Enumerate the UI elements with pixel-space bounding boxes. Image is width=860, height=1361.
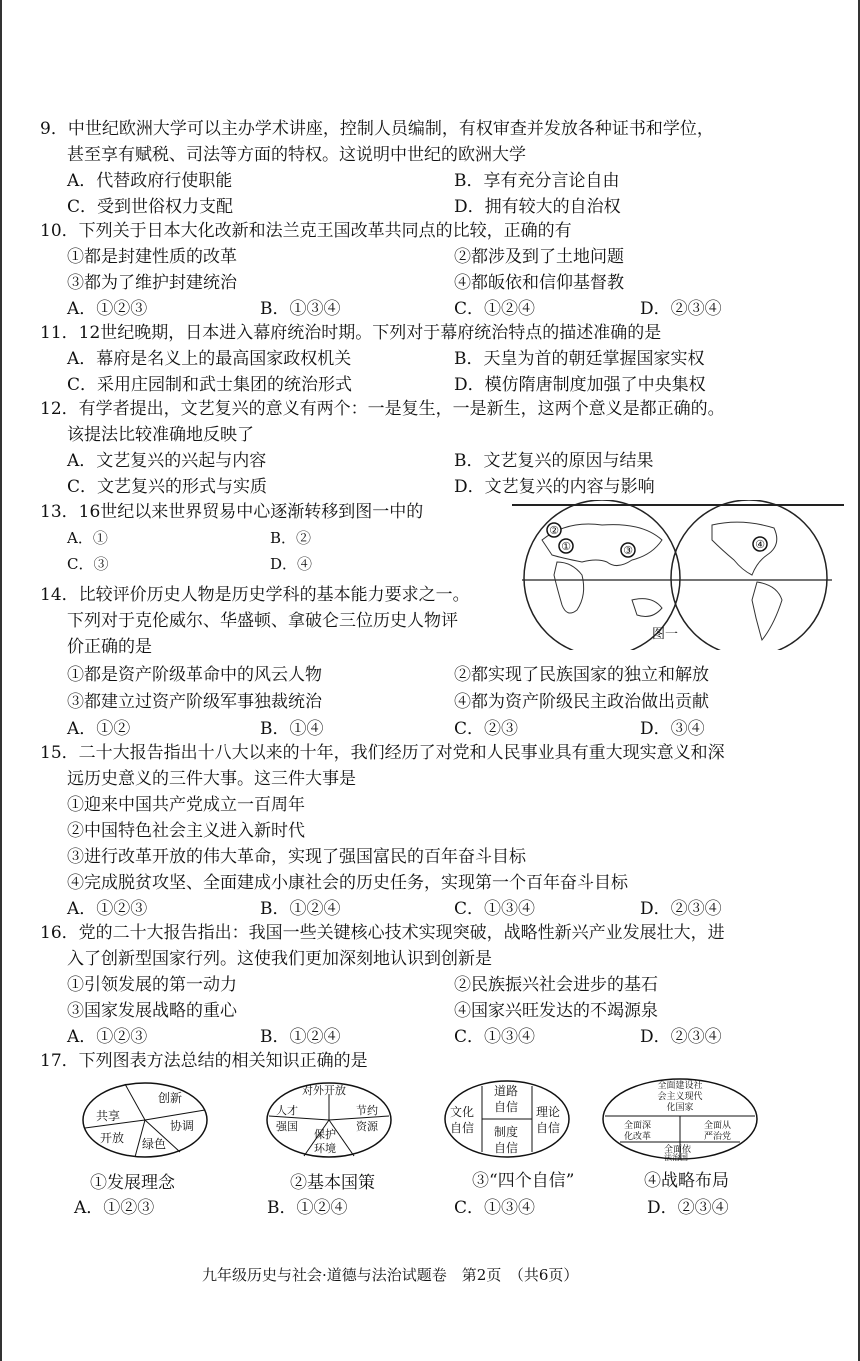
q14-stem-line2: 下列对于克伦威尔、华盛顿、拿破仑三位历史人物评 bbox=[67, 611, 458, 631]
world-map-figure bbox=[512, 500, 844, 650]
map-marker-2: ② bbox=[549, 524, 559, 537]
d2-protect: 保护 bbox=[314, 1128, 336, 1141]
q12-option-a: A．文艺复兴的兴起与内容 bbox=[67, 451, 267, 471]
q13-option-c: C．③ bbox=[67, 555, 109, 573]
q10-option-c: C．①②④ bbox=[454, 299, 536, 319]
d3-culture-confidence: 自信 bbox=[450, 1121, 475, 1135]
q10-option-b: B．①③④ bbox=[260, 299, 341, 319]
q17-option-c: C．①③④ bbox=[454, 1198, 536, 1218]
q17-stem: 17．下列图表方法总结的相关知识正确的是 bbox=[40, 1051, 368, 1071]
q11-option-b: B．天皇为首的朝廷掌握国家实权 bbox=[454, 349, 705, 369]
d2-caption: ②基本国策 bbox=[290, 1173, 375, 1193]
q14-option-b: B．①④ bbox=[260, 719, 324, 739]
d4-modern-socialist-2: 会主义现代 bbox=[657, 1092, 703, 1102]
q14-item-1: ①都是资产阶级革命中的风云人物 bbox=[67, 665, 322, 685]
d2-conserve: 节约 bbox=[356, 1104, 378, 1117]
q15-item-2: ②中国特色社会主义进入新时代 bbox=[67, 821, 305, 841]
north-america-outline bbox=[712, 522, 777, 575]
q10-option-a: A．①②③ bbox=[67, 299, 148, 319]
south-america-outline bbox=[752, 582, 782, 640]
q13-option-a: A．① bbox=[67, 529, 108, 547]
diagram-strategic-layout bbox=[600, 1076, 760, 1162]
map-marker-4: ④ bbox=[755, 538, 765, 551]
q14-item-3: ③都建立过资产阶级军事独裁统治 bbox=[67, 692, 322, 712]
d2-talent: 人才 bbox=[276, 1104, 298, 1117]
d3-theory: 理论 bbox=[536, 1105, 561, 1119]
q16-stem-line2: 入了创新型国家行列。这使我们更加深刻地认识到创新是 bbox=[67, 949, 492, 969]
q14-item-2: ②都实现了民族国家的独立和解放 bbox=[454, 665, 709, 685]
d2-resources: 资源 bbox=[356, 1120, 378, 1133]
q16-item-2: ②民族振兴社会进步的基石 bbox=[454, 975, 658, 995]
d4-deepen-reform-2: 化改革 bbox=[624, 1132, 652, 1142]
q15-stem-line2: 远历史意义的三件大事。这三件大事是 bbox=[67, 769, 356, 789]
d1-caption: ①发展理念 bbox=[90, 1173, 175, 1193]
q14-option-a: A．①② bbox=[67, 719, 131, 739]
q11-option-d: D．模仿隋唐制度加强了中央集权 bbox=[454, 375, 706, 395]
q12-option-c: C．文艺复兴的形式与实质 bbox=[67, 477, 268, 497]
q15-option-c: C．①③④ bbox=[454, 899, 536, 919]
d3-system-confidence: 自信 bbox=[494, 1141, 519, 1155]
q16-option-c: C．①③④ bbox=[454, 1027, 536, 1047]
q14-option-c: C．②③ bbox=[454, 719, 519, 739]
q16-item-3: ③国家发展战略的重心 bbox=[67, 1001, 237, 1021]
d4-rule-of-law-2: 法治国 bbox=[664, 1153, 688, 1162]
page-footer: 九年级历史与社会·道德与法治试题卷 第2页 （共6页） bbox=[202, 1266, 579, 1284]
q10-option-d: D．②③④ bbox=[640, 299, 722, 319]
d4-modern-socialist-3: 化国家 bbox=[666, 1103, 694, 1113]
d4-deepen-reform-1: 全面深 bbox=[624, 1121, 652, 1131]
d1-green: 绿色 bbox=[142, 1137, 167, 1151]
q9-option-d: D．拥有较大的自治权 bbox=[454, 197, 621, 217]
d2-environment: 环境 bbox=[314, 1142, 336, 1155]
diagram-development-concepts bbox=[80, 1080, 210, 1160]
q14-stem-line1: 14．比较评价历史人物是历史学科的基本能力要求之一。 bbox=[40, 585, 470, 605]
d4-govern-party-1: 全面从 bbox=[704, 1121, 732, 1131]
q16-option-a: A．①②③ bbox=[67, 1027, 148, 1047]
q16-stem-line1: 16．党的二十大报告指出：我国一些关键核心技术实现突破，战略性新兴产业发展壮大，进 bbox=[40, 923, 725, 943]
q16-item-4: ④国家兴旺发达的不竭源泉 bbox=[454, 1001, 658, 1021]
q15-item-4: ④完成脱贫攻坚、全面建成小康社会的历史任务，实现第一个百年奋斗目标 bbox=[67, 873, 628, 893]
q15-option-d: D．②③④ bbox=[640, 899, 722, 919]
q14-stem-line3: 价正确的是 bbox=[67, 637, 152, 657]
q10-item-1: ①都是封建性质的改革 bbox=[67, 247, 237, 267]
q17-option-b: B．①②④ bbox=[267, 1198, 348, 1218]
q16-option-b: B．①②④ bbox=[260, 1027, 341, 1047]
d3-theory-confidence: 自信 bbox=[536, 1121, 561, 1135]
d1-innovation: 创新 bbox=[158, 1091, 183, 1105]
q11-option-a: A．幕府是名义上的最高国家政权机关 bbox=[67, 349, 352, 369]
d4-caption: ④战略布局 bbox=[644, 1171, 729, 1191]
q15-option-b: B．①②④ bbox=[260, 899, 341, 919]
d4-govern-party-2: 严治党 bbox=[704, 1132, 732, 1142]
d3-path-confidence: 自信 bbox=[494, 1100, 519, 1114]
q13-option-d: D．④ bbox=[270, 555, 313, 573]
diagram-basic-policies bbox=[264, 1080, 394, 1160]
q9-option-c: C．受到世俗权力支配 bbox=[67, 197, 234, 217]
d2-opening-up: 对外开放 bbox=[302, 1084, 346, 1097]
d3-caption: ③“四个自信” bbox=[472, 1171, 575, 1191]
q9-stem-line2: 甚至享有赋税、司法等方面的特权。这说明中世纪的欧洲大学 bbox=[67, 145, 526, 165]
d3-system: 制度 bbox=[494, 1125, 519, 1139]
q11-option-c: C．采用庄园制和武士集团的统治形式 bbox=[67, 375, 353, 395]
d1-coordination: 协调 bbox=[170, 1119, 195, 1133]
q15-stem-line1: 15．二十大报告指出十八大以来的十年，我们经历了对党和人民事业具有重大现实意义和深 bbox=[40, 743, 725, 763]
map-marker-1: ① bbox=[561, 540, 571, 553]
australia-outline bbox=[632, 599, 662, 617]
d4-rule-of-law-1: 全面依 bbox=[664, 1145, 692, 1155]
q9-option-b: B．享有充分言论自由 bbox=[454, 171, 620, 191]
q9-option-a: A．代替政府行使职能 bbox=[67, 171, 233, 191]
q16-item-1: ①引领发展的第一动力 bbox=[67, 975, 237, 995]
q12-option-d: D．文艺复兴的内容与影响 bbox=[454, 477, 655, 497]
q15-item-3: ③进行改革开放的伟大革命，实现了强国富民的百年奋斗目标 bbox=[67, 847, 526, 867]
q12-stem-line1: 12．有学者提出，文艺复兴的意义有两个：一是复生，一是新生，这两个意义是都正确的。 bbox=[40, 399, 725, 419]
d1-openness: 开放 bbox=[100, 1131, 125, 1145]
q12-stem-line2: 该提法比较准确地反映了 bbox=[67, 425, 254, 445]
d2-strong-nation: 强国 bbox=[276, 1120, 298, 1133]
q13-stem: 13．16世纪以来世界贸易中心逐渐转移到图一中的 bbox=[40, 502, 424, 522]
d1-sharing: 共享 bbox=[96, 1109, 121, 1123]
q16-option-d: D．②③④ bbox=[640, 1027, 722, 1047]
africa-outline bbox=[554, 562, 584, 613]
q15-item-1: ①迎来中国共产党成立一百周年 bbox=[67, 795, 305, 815]
q10-item-4: ④都皈依和信仰基督教 bbox=[454, 273, 624, 293]
d4-modern-socialist-1: 全面建设社 bbox=[657, 1081, 703, 1091]
q10-item-3: ③都为了维护封建统治 bbox=[67, 273, 237, 293]
d3-culture: 文化 bbox=[450, 1105, 475, 1119]
q13-option-b: B．② bbox=[270, 529, 312, 547]
q17-option-a: A．①②③ bbox=[74, 1198, 155, 1218]
q17-option-d: D．②③④ bbox=[647, 1198, 729, 1218]
q10-stem: 10．下列关于日本大化改新和法兰克王国改革共同点的比较，正确的有 bbox=[40, 221, 572, 241]
diagram-four-confidences bbox=[442, 1078, 572, 1160]
q9-stem-line1: 9．中世纪欧洲大学可以主办学术讲座，控制人员编制，有权审查并发放各种证书和学位， bbox=[40, 119, 714, 139]
q15-option-a: A．①②③ bbox=[67, 899, 148, 919]
q14-option-d: D．③④ bbox=[640, 719, 705, 739]
q10-item-2: ②都涉及到了土地问题 bbox=[454, 247, 624, 267]
d3-path: 道路 bbox=[494, 1084, 519, 1098]
q12-option-b: B．文艺复兴的原因与结果 bbox=[454, 451, 654, 471]
q14-item-4: ④都为资产阶级民主政治做出贡献 bbox=[454, 692, 709, 712]
map-marker-3: ③ bbox=[623, 544, 633, 557]
map-caption: 图一 bbox=[652, 627, 679, 642]
q11-stem: 11．12世纪晚期，日本进入幕府统治时期。下列对于幕府统治特点的描述准确的是 bbox=[40, 323, 662, 343]
